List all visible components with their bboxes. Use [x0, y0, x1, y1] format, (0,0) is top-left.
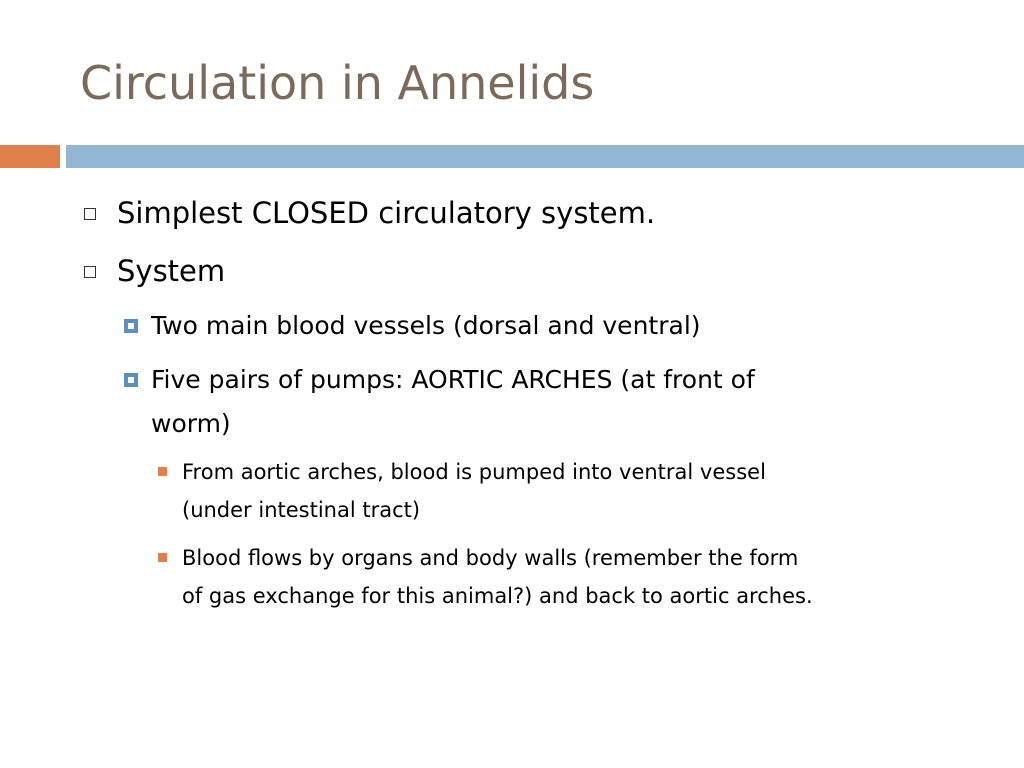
bullet-text-continued: of gas exchange for this animal?) and back to aortic arches.	[182, 584, 813, 608]
bullet-text: Blood flows by organs and body walls (remember the form	[182, 546, 799, 570]
slide-title: Circulation in Annelids	[80, 56, 595, 110]
blue-square-bullet-icon	[124, 319, 138, 333]
bullet-text-continued: (under intestinal tract)	[182, 498, 421, 522]
bullet-text: Simplest CLOSED circulatory system.	[117, 196, 656, 230]
bullet-text: Two main blood vessels (dorsal and ventral)	[151, 311, 701, 340]
bullet-text: From aortic arches, blood is pumped into ventral vessel	[182, 460, 766, 484]
orange-square-bullet-icon	[158, 467, 167, 476]
accent-bar-orange	[0, 145, 60, 168]
bullet-text-continued: worm)	[151, 409, 231, 438]
blue-square-bullet-icon	[124, 373, 138, 387]
bullet-text: System	[117, 254, 226, 288]
bullet-text: Five pairs of pumps: AORTIC ARCHES (at front of	[151, 365, 755, 394]
hollow-square-bullet-icon	[84, 208, 96, 220]
orange-square-bullet-icon	[158, 553, 167, 562]
hollow-square-bullet-icon	[84, 266, 96, 278]
accent-bar-blue	[66, 145, 1024, 168]
